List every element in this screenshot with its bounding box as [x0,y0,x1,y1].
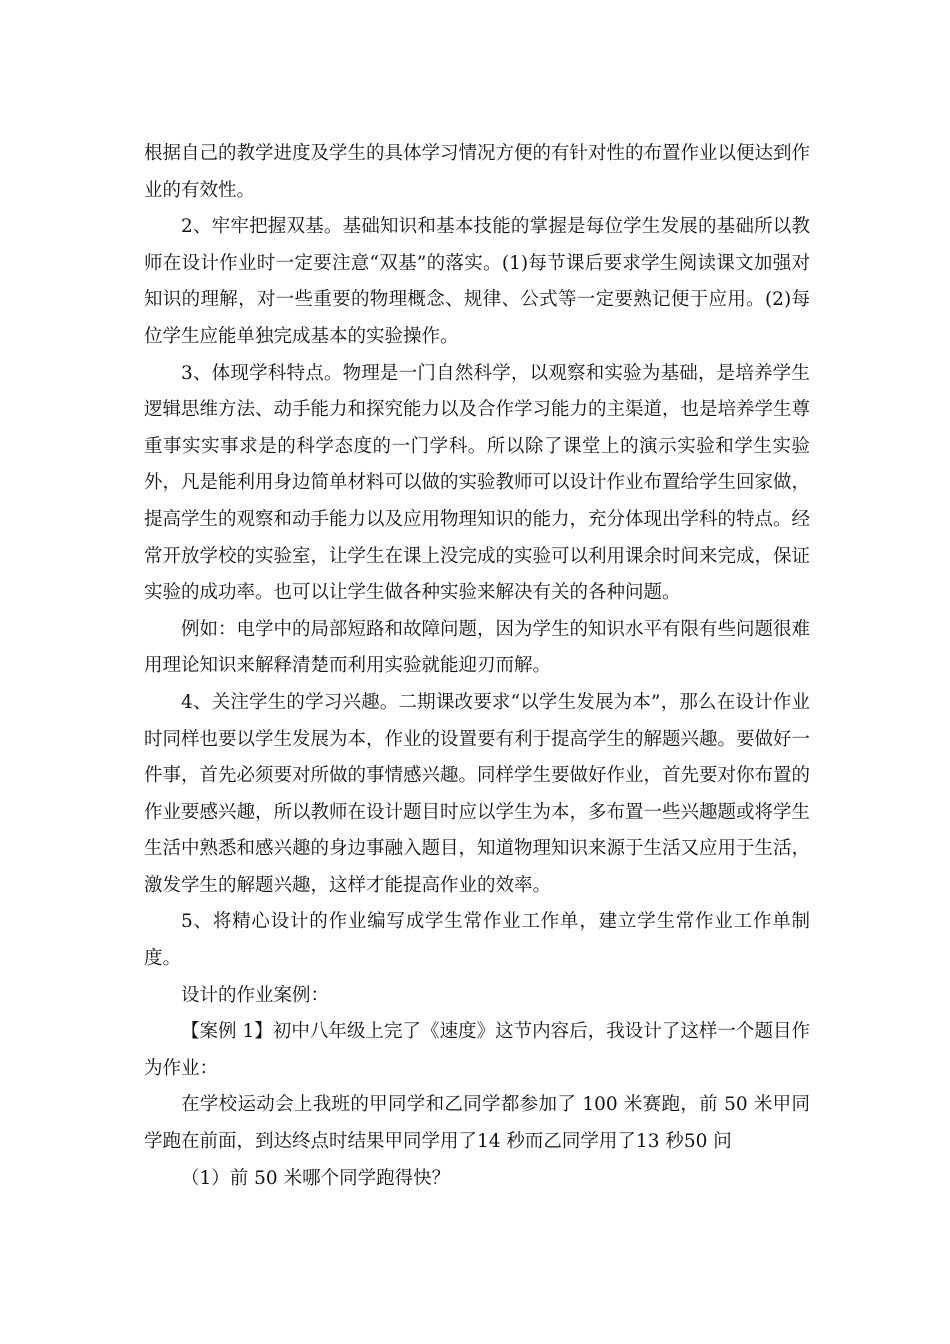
paragraph-item-4: 4、关注学生的学习兴趣。二期课改要求“以学生发展为本”，那么在设计作业时同样也要以学生发展为本，作业的设置要有利于提高学生的解题兴趣。要做好一件事，首先必须要对所做的事情感兴趣。同样学生要做好作业，首先要对你布置的作业要感兴趣，所以教师在设计题目时应以学生为本，多布置一些兴趣题或将学生生活中熟悉和感兴趣的身边事融入题目，知道物理知识来源于生活又应用于生活，激发学生的解题兴趣，这样才能提高作业的效率。 [144,691,811,896]
paragraph-case-1-problem: 在学校运动会上我班的甲同学和乙同学都参加了 100 米赛跑，前 50 米甲同学跑在前面，到达终点时结果甲同学用了14 秒而乙同学用了13 秒50 问 [144,1094,810,1153]
paragraph-case-1: 【案例 1】初中八年级上完了《速度》这节内容后，我设计了这样一个题目作为作业： [144,1021,810,1079]
body-text [144,136,810,1197]
paragraph-example: 例如：电学中的局部短路和故障问题，因为学生的知识水平有限有些问题很难用理论知识来解释清楚而利用实验就能迎刃而解。 [144,618,811,677]
paragraph-continuation: 根据自己的教学进度及学生的具体学习情况方便的有针对性的布置作业以便达到作业的有效性。 [144,143,811,201]
paragraph-item-2: 2、牢牢把握双基。基础知识和基本技能的掌握是每位学生发展的基础所以教师在设计作业时一定要注意“双基”的落实。(1)每节课后要求学生阅读课文加强对知识的理解，对一些重要的物理概念、规律、公式等一定要熟记便于应用。(2)每位学生应能单独完成基本的实验操作。 [144,216,810,347]
paragraph-question-1: （1）前 50 米哪个同学跑得快？ [181,1167,451,1189]
paragraph-item-5: 5、将精心设计的作业编写成学生常作业工作单，建立学生常作业工作单制度。 [144,911,810,970]
paragraph-item-3: 3、体现学科特点。物理是一门自然科学，以观察和实验为基础，是培养学生逻辑思维方法、动手能力和探究能力以及合作学习能力的主渠道，也是培养学生尊重事实实事求是的科学态度的一门学科。所以除了课堂上的演示实验和学生实验外，凡是能利用身边简单材料可以做的实验教师可以设计作业布置给学生回家做，提高学生的观察和动手能力以及应用物理知识的能力，充分体现出学科的特点。经常开放学校的实验室，让学生在课上没完成的实验可以利用课余时间来完成，保证实验的成功率。也可以让学生做各种实验来解决有关的各种问题。 [144,362,811,604]
paragraph-case-heading: 设计的作业案例： [181,984,330,1006]
